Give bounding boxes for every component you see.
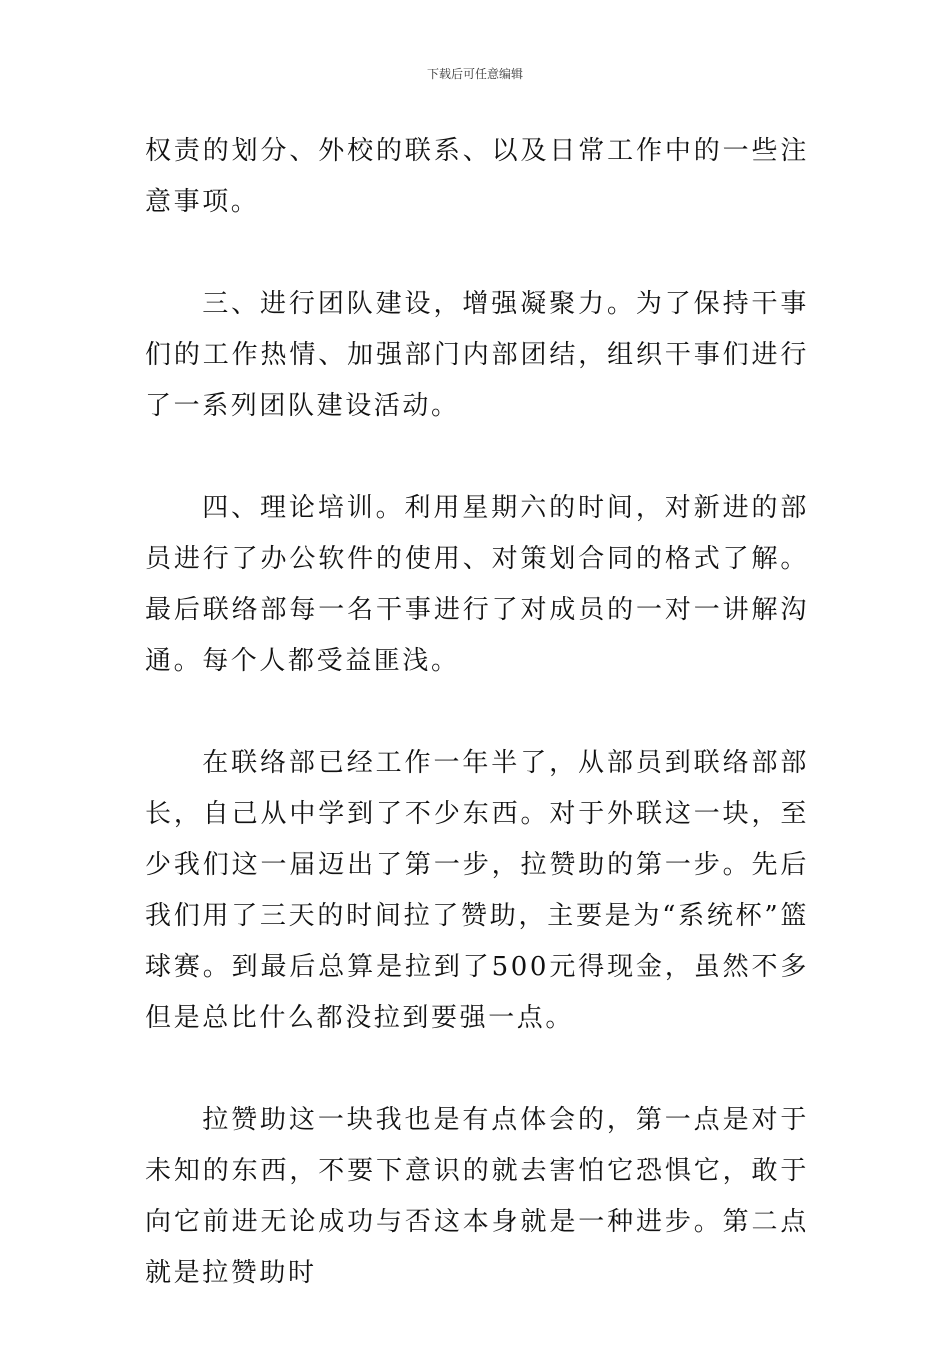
paragraph-3: 四、理论培训。利用星期六的时间，对新进的部员进行了办公软件的使用、对策划合同的格式了解。最后联络部每一名干事进行了对成员的一对一讲解沟通。每个人都受益匪浅。: [145, 493, 809, 676]
paragraph-2: 三、进行团队建设，增强凝聚力。为了保持干事们的工作热情、加强部门内部团结，组织干事们进行了一系列团队建设活动。: [145, 289, 809, 421]
document-body: [145, 126, 809, 1350]
paragraph-1: 权责的划分、外校的联系、以及日常工作中的一些注意事项。: [145, 136, 809, 217]
paragraph-4: 在联络部已经工作一年半了，从部员到联络部部长，自己从中学到了不少东西。对于外联这一块，至少我们这一届迈出了第一步，拉赞助的第一步。先后我们用了三天的时间拉了赞助，主要是为“系统杯”篮球赛。到最后总算是拉到了500元得现金，虽然不多但是总比什么都没拉到要强一点。: [145, 748, 809, 1033]
page-header: 下载后可任意编辑: [426, 67, 523, 81]
paragraph-5: 拉赞助这一块我也是有点体会的，第一点是对于未知的东西，不要下意识的就去害怕它恐惧它，敢于向它前进无论成功与否这本身就是一种进步。第二点就是拉赞助时: [145, 1105, 809, 1288]
